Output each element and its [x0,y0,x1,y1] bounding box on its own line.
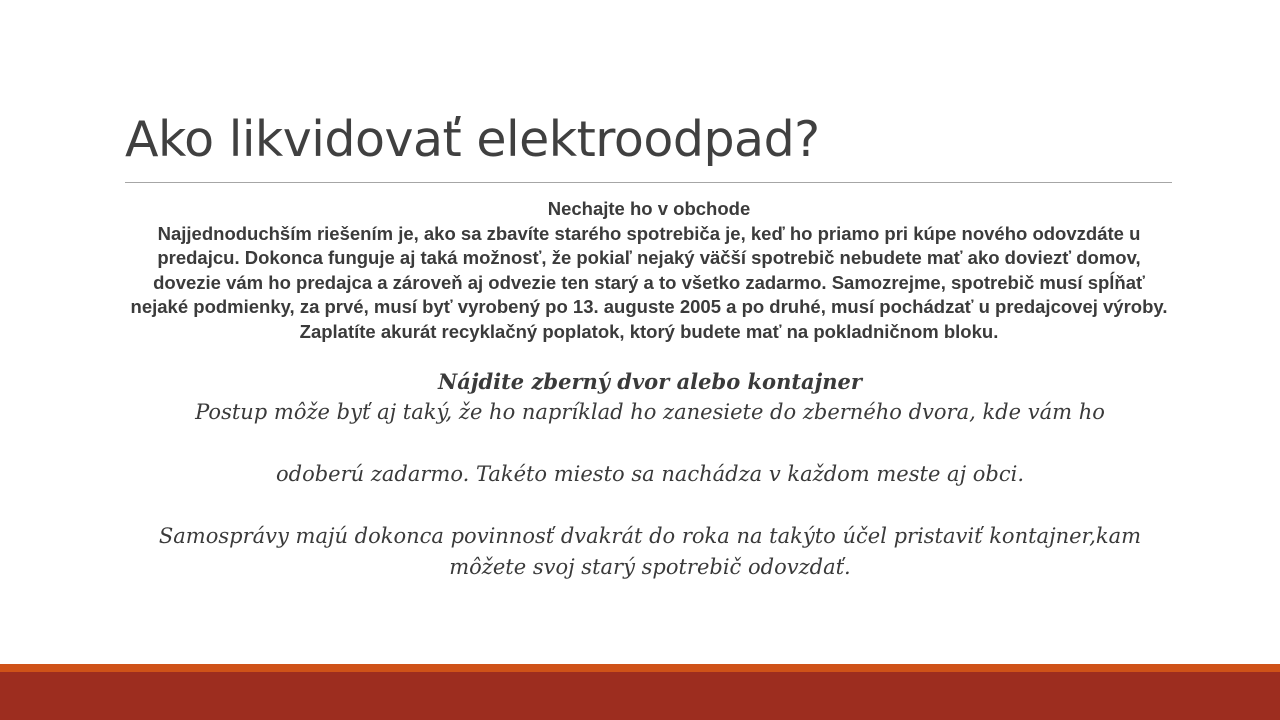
section1-body: Najjednoduchším riešením je, ako sa zbavíte starého spotrebiča je, keď ho priamo pri kúpe nového odovzdáte u predajcu. Dokonca funguje aj taká možnosť, že pokiaľ nejaký väčší spotrebič nebudete mať ako doviezť domov, dovezie vám ho predajca a zároveň aj odvezie ten starý a to všetko zadarmo. Samozrejme, spotrebič musí spĺňať nejaké podmienky, za prvé, musí byť vyrobený po 13. auguste 2005 a po druhé, musí pochádzať u predajcovej výroby. Zaplatíte akurát recyklačný poplatok, ktorý budete mať na pokladničnom bloku. [130,222,1168,342]
section2-line3: Samosprávy majú dokonca povinnosť dvakrát do roka na takýto účel pristaviť kontajner,kam môžete svoj starý spotrebič odovzdať. [158,524,1142,579]
footer-accent-bar-bottom [0,672,1280,720]
title-divider [125,182,1172,183]
section2-heading: Nájdite zberný dvor alebo kontajner [438,369,862,394]
section2-line2: odoberú zadarmo. Takéto miesto sa nachádza v každom meste aj obci. [275,462,1024,486]
section-collection-yard [130,366,1170,583]
footer-accent-bar-top [0,664,1280,672]
section1-heading: Nechajte ho v obchode [547,198,751,219]
section-leave-in-store [122,197,1176,344]
section2-line1: Postup môže byť aj taký, že ho napríklad ho zanesiete do zberného dvora, kde vám ho [195,400,1105,424]
slide-title: Ako likvidovať elektroodpad? [125,111,820,168]
